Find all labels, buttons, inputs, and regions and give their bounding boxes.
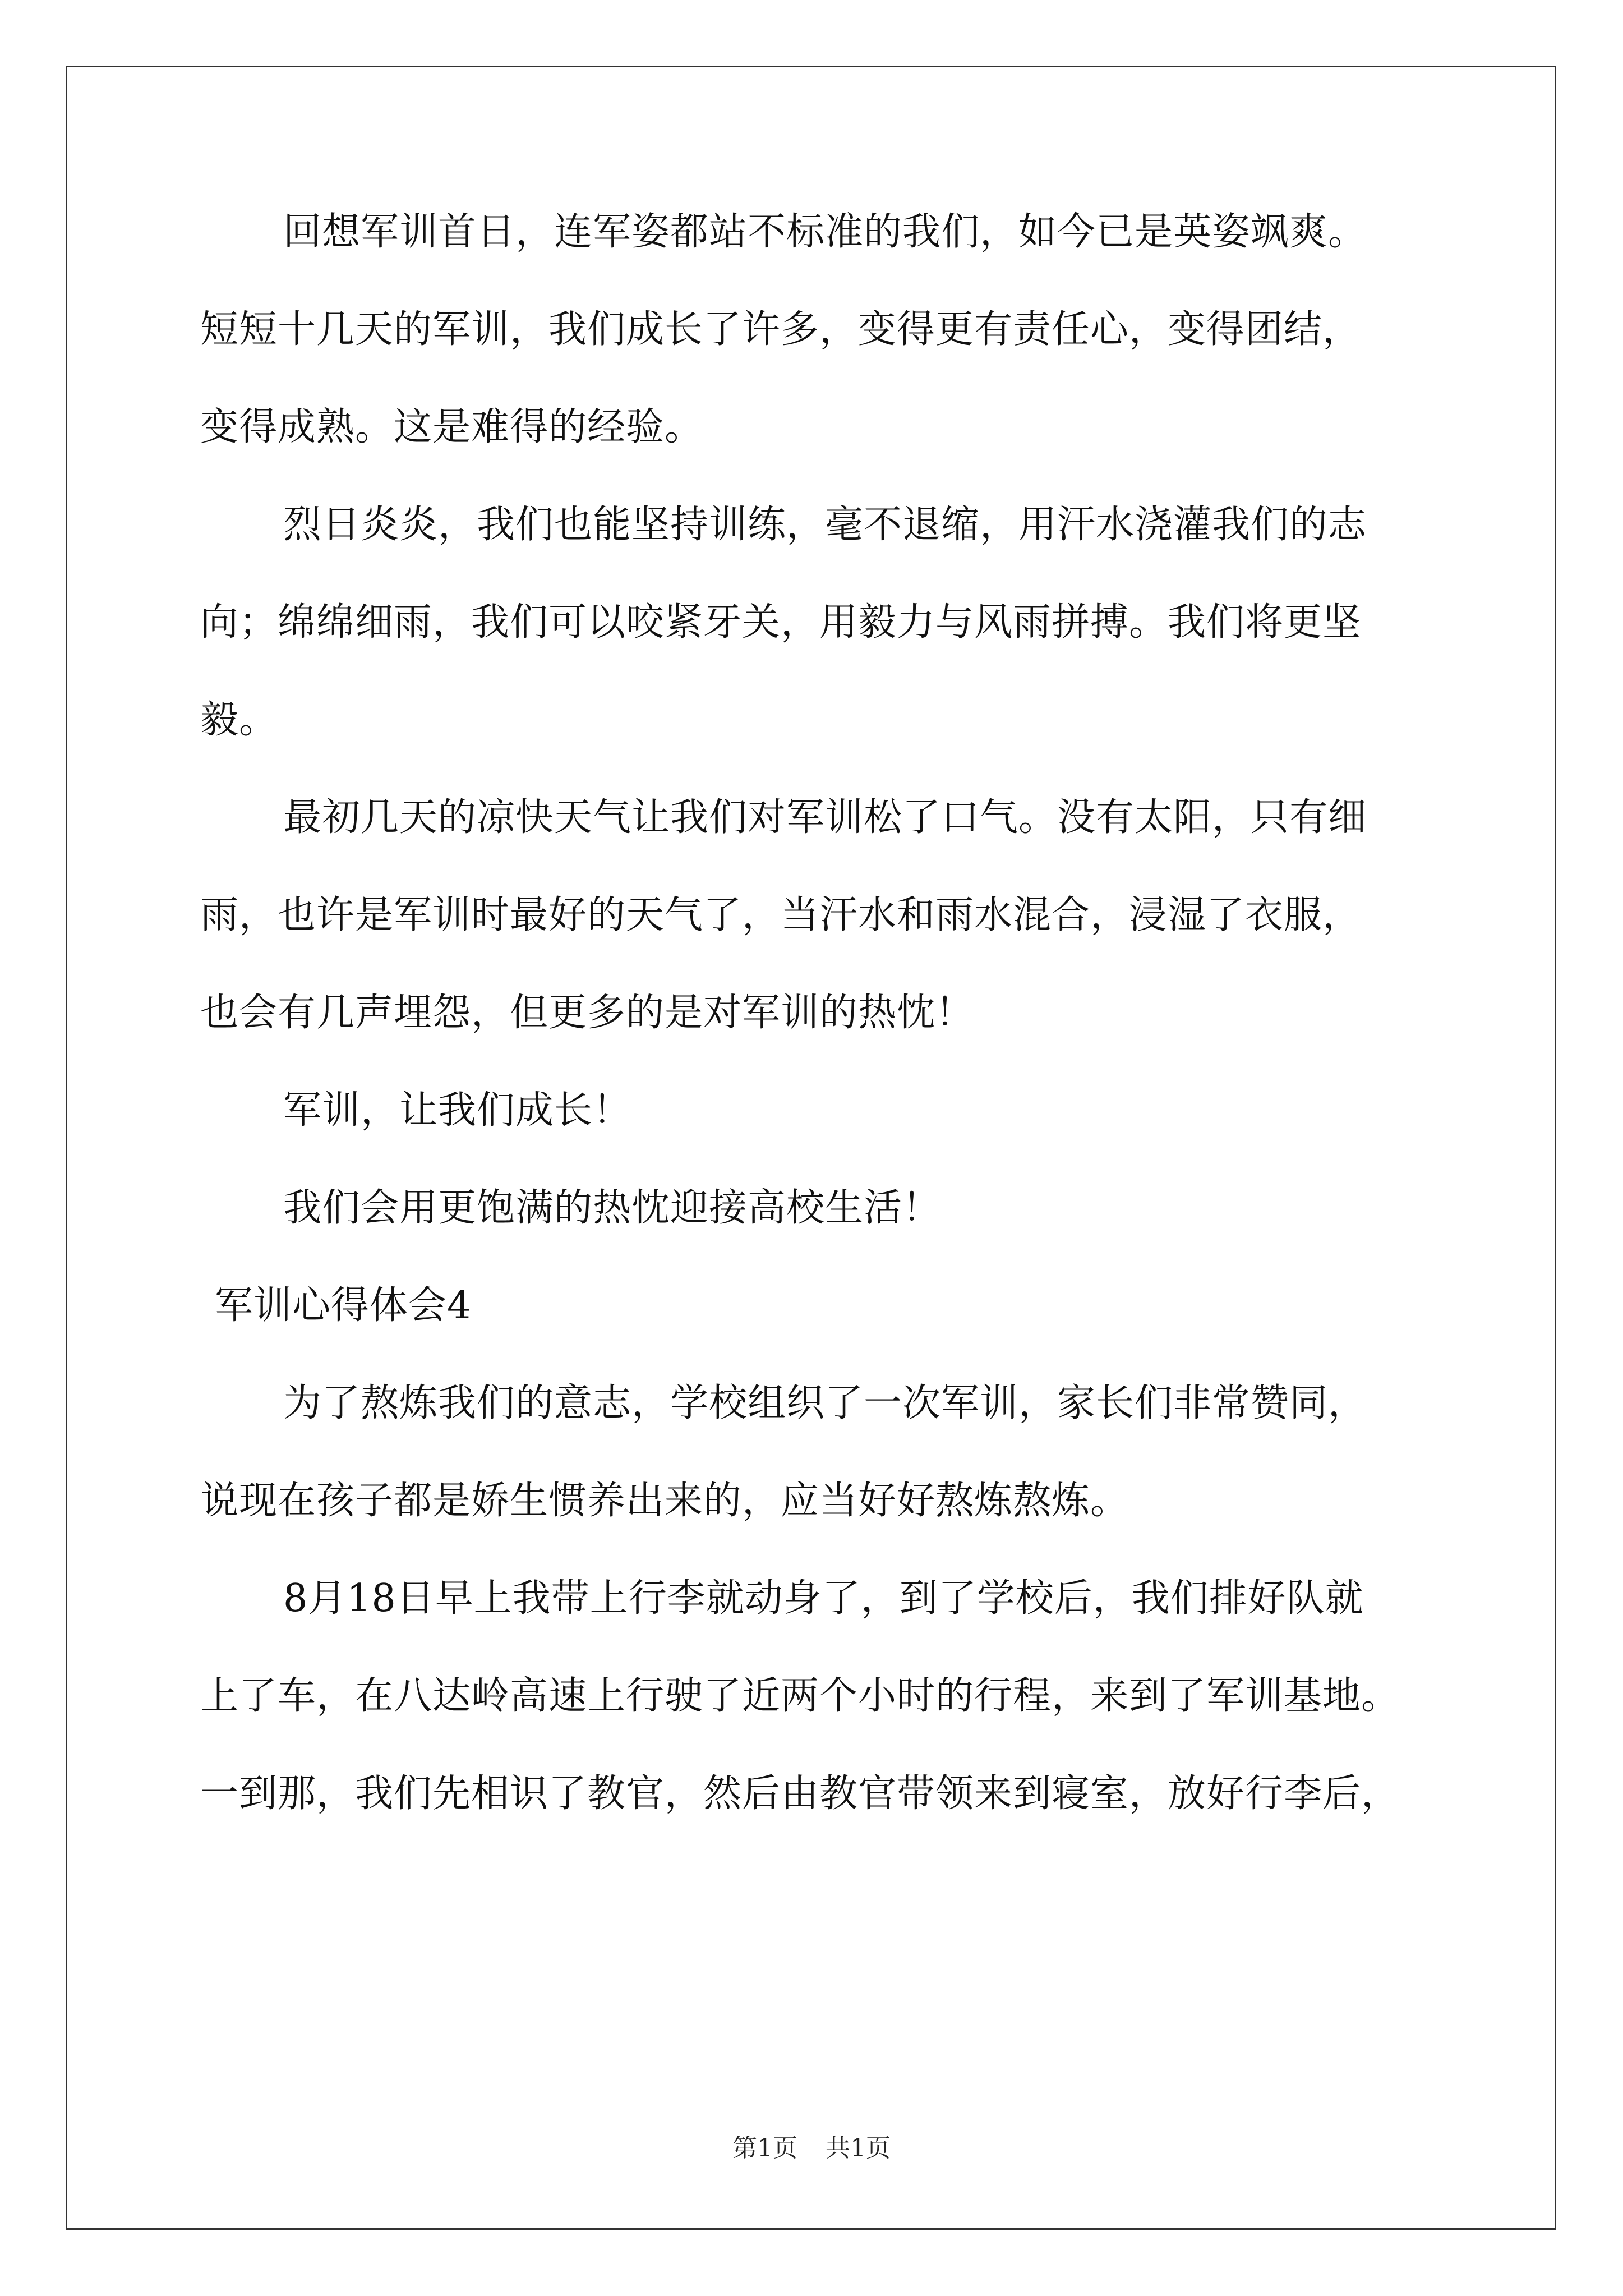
- text-line: 向；绵绵细雨，我们可以咬紧牙关，用毅力与风雨拼搏。我们将更坚: [200, 600, 1362, 645]
- text-line: 8月18日早上我带上行李就动身了，到了学校后，我们排好队就: [283, 1576, 1364, 1621]
- page-number: 第1页: [732, 2134, 797, 2162]
- text-line: 雨，也许是军训时最好的天气了，当汗水和雨水混合，浸湿了衣服，: [200, 893, 1362, 937]
- page-border: [66, 66, 1556, 2230]
- text-line: 回想军训首日，连军姿都站不标准的我们，如今已是英姿飒爽。: [283, 210, 1367, 254]
- text-line: 烈日炎炎，我们也能坚持训练，毫不退缩，用汗水浇灌我们的志: [283, 503, 1367, 547]
- text-line: 我们会用更饱满的热忱迎接高校生活！: [283, 1186, 942, 1230]
- page-footer: [0, 2132, 1623, 2165]
- text-line: 说现在孩子都是娇生惯养出来的，应当好好熬炼熬炼。: [200, 1479, 1129, 1523]
- text-line: 也会有几声埋怨，但更多的是对军训的热忱！: [200, 991, 975, 1035]
- page-total: 共1页: [826, 2134, 891, 2162]
- text-line: 最初几天的凉快天气让我们对军训松了口气。没有太阳，只有细: [283, 795, 1367, 840]
- text-line: 短短十几天的军训，我们成长了许多，变得更有责任心，变得团结，: [200, 307, 1362, 352]
- text-line: 为了熬炼我们的意志，学校组织了一次军训，家长们非常赞同，: [283, 1381, 1367, 1425]
- text-line: 一到那，我们先相识了教官，然后由教官带领来到寝室，放好行李后，: [200, 1772, 1400, 1816]
- text-line: 军训，让我们成长！: [283, 1088, 632, 1133]
- section-heading: 军训心得体会4: [215, 1283, 472, 1328]
- text-line: 上了车，在八达岭高速上行驶了近两个小时的行程，来到了军训基地。: [200, 1674, 1400, 1718]
- text-line: 变得成熟。这是难得的经验。: [200, 405, 704, 449]
- text-line: 毅。: [200, 698, 278, 742]
